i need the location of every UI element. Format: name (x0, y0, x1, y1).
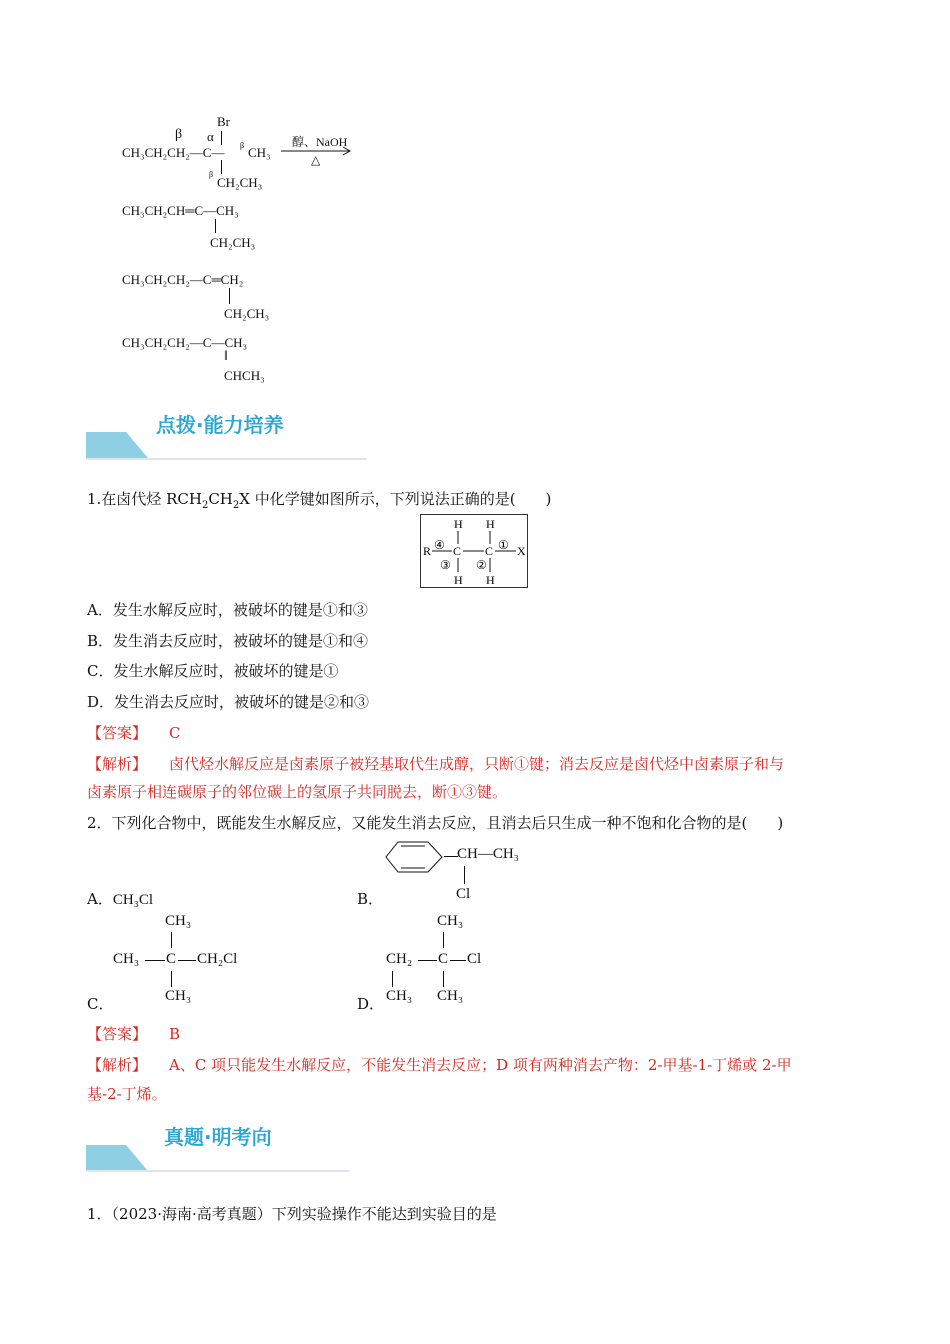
bond-number: ③ (440, 558, 451, 572)
banner-underline (86, 458, 367, 460)
double-bond: ‖ (224, 349, 228, 364)
bond-number: ① (498, 538, 509, 552)
option-c-left: CH₃ (113, 951, 140, 967)
answer-value: B (169, 1025, 181, 1043)
option-b-chain: CH—CH₃ (457, 846, 519, 862)
option-b-label: B． (357, 890, 384, 908)
analysis-line (87, 753, 784, 774)
bond-vertical (221, 131, 222, 145)
bond-line (418, 960, 437, 961)
bond-line (178, 960, 196, 961)
banner-decoration (86, 432, 156, 460)
product-1: CH₃CH₂CH═C—CH₃ (122, 203, 239, 218)
banner-decoration (86, 1145, 156, 1173)
bond-line (443, 971, 444, 987)
option-d-bottom-left: CH₃ (386, 988, 413, 1004)
option-c-carbon: C (166, 951, 177, 967)
option-d-label: D． (357, 995, 385, 1013)
question-stem: 2．下列化合物中，既能发生水解反应，又能发生消去反应，且消去后只生成一种不饱和化合物的是( ) (87, 814, 784, 832)
beta-sup-label: β (209, 170, 214, 179)
option-d-left: CH₂ (386, 951, 413, 967)
section-title: 点拨·能力培养 (156, 413, 284, 437)
answer-value: C (169, 724, 181, 742)
answer-line (87, 722, 181, 743)
beta-sup-label: β (240, 141, 245, 150)
reactant-methyl: CH₃ (248, 145, 271, 160)
option-d-carbon: C (438, 951, 449, 967)
option-a (87, 888, 153, 909)
option-c-right: CH₂Cl (197, 951, 238, 967)
answer-label: 【答案】 (87, 724, 148, 742)
bond-line (443, 932, 444, 948)
analysis-line: 卤素原子相连碳原子的邻位碳上的氢原子共同脱去，断①③键。 (87, 783, 508, 801)
carbon-label: C (485, 544, 494, 558)
product-3-branch: CHCH₃ (224, 368, 265, 383)
option-c-top: CH₃ (165, 913, 192, 929)
hydrogen-label: H (486, 517, 495, 531)
option-c: C．发生水解反应时，被破坏的键是① (87, 662, 339, 680)
option-c-label: C． (87, 995, 114, 1013)
analysis-text: A、C 项只能发生水解反应，不能发生消去反应；D 项有两种消去产物：2-甲基-1-丁烯或 2-甲 (169, 1056, 792, 1074)
hydrogen-label: H (454, 517, 463, 531)
option-c-bottom: CH₃ (165, 988, 192, 1004)
bond-line (171, 932, 172, 948)
reactant-main: CH₃CH₂CH₂—C— (122, 145, 225, 160)
product-1-branch: CH₂CH₃ (210, 235, 256, 250)
bromine-label: Br (217, 114, 230, 129)
product-3: CH₃CH₂CH₂—C—CH₃ (122, 335, 248, 350)
hydrogen-label: H (486, 573, 495, 587)
bond-line (450, 960, 466, 961)
bond-vertical (215, 219, 216, 233)
bond-diagram (420, 514, 528, 588)
carbon-label: C (453, 544, 462, 558)
reaction-condition: 醇、NaOH (292, 135, 348, 149)
r-group-label: R (423, 544, 432, 558)
option-d: D．发生消去反应时，被破坏的键是②和③ (87, 693, 370, 711)
benzene-ring (384, 840, 444, 874)
halogen-label: X (517, 544, 526, 558)
option-a-formula: CH₃Cl (112, 892, 154, 908)
option-d-right: Cl (467, 951, 482, 967)
beta-label: β (175, 127, 183, 142)
analysis-line: 基-2-丁烯。 (87, 1085, 167, 1103)
bond-line (464, 866, 465, 884)
bond-line (171, 971, 172, 987)
question-stem (87, 488, 551, 511)
section-title: 真题·明考向 (164, 1125, 272, 1149)
option-b-chlorine: Cl (456, 886, 471, 902)
product-2-branch: CH₂CH₃ (224, 306, 270, 321)
answer-label: 【答案】 (87, 1025, 148, 1043)
analysis-line (87, 1054, 792, 1075)
stem-text: X 中化学键如图所示，下列说法正确的是( ) (239, 490, 552, 508)
hydrogen-label: H (454, 573, 463, 587)
subscript: 2 (232, 500, 240, 511)
option-d-top: CH₃ (437, 913, 464, 929)
bond-vertical (229, 288, 230, 304)
option-a-label: A． (87, 890, 113, 908)
analysis-text: 卤代烃水解反应是卤素原子被羟基取代生成醇，只断①键；消去反应是卤代烃中卤素原子和与 (169, 755, 785, 773)
option-a: A．发生水解反应时，被破坏的键是①和③ (87, 601, 368, 619)
bond-number: ④ (434, 538, 445, 552)
bond-vertical (221, 160, 222, 174)
bond-line (444, 856, 458, 857)
bond-number: ② (476, 558, 487, 572)
stem-text: CH (208, 490, 233, 508)
option-d-bottom-right: CH₃ (437, 988, 464, 1004)
bond-line (145, 960, 165, 961)
product-2: CH₃CH₂CH₂—C═CH₂ (122, 272, 244, 287)
analysis-label: 【解析】 (87, 1056, 148, 1074)
subscript: 2 (201, 500, 209, 511)
alpha-label: α (207, 129, 214, 144)
bond-line (392, 971, 393, 987)
analysis-label: 【解析】 (87, 755, 148, 773)
question-stem: 1．（2023·海南·高考真题）下列实验操作不能达到实验目的是 (87, 1205, 497, 1223)
heat-symbol: △ (311, 153, 321, 167)
banner-underline (86, 1170, 349, 1172)
answer-line (87, 1023, 180, 1044)
stem-text: 1.在卤代烃 RCH (87, 490, 202, 508)
reactant-branch: CH₂CH₃ (217, 175, 263, 190)
option-b: B．发生消去反应时，被破坏的键是①和④ (87, 632, 369, 650)
